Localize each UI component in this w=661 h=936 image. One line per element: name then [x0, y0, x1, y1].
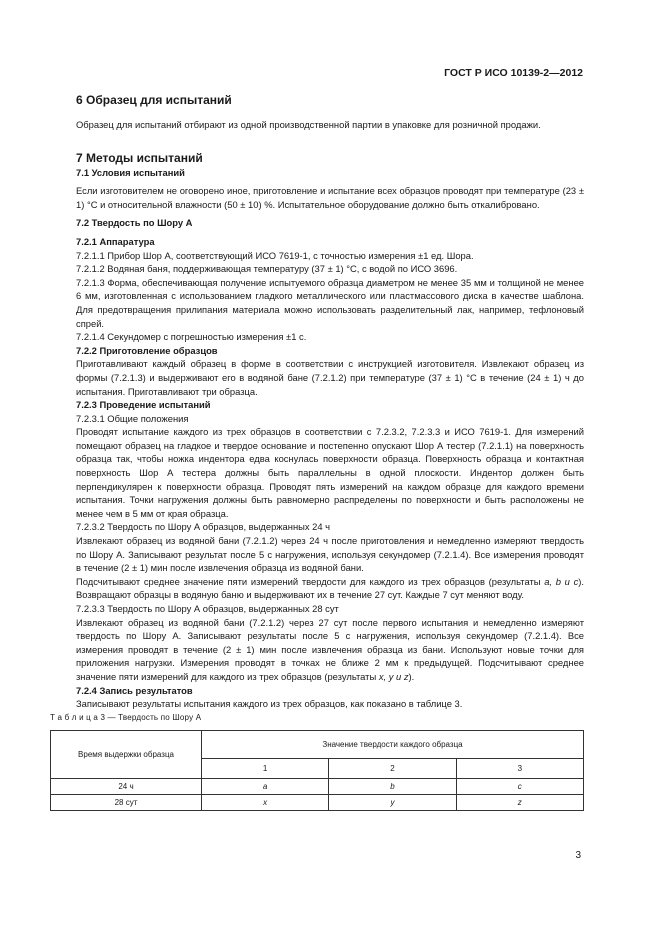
section-6-text: Образец для испытаний отбирают из одной производственной партии в упаковке для розничной продажи. [76, 119, 541, 130]
section-7-2-3-2-text: Извлекают образец из водяной бани (7.2.1.2) через 24 ч после приготовления и немедленно измеряют твердость по Шору А. Записывают результат после 5 с нагружения, используя секундомер (7.2.1.4). Все измерения проводят в течение (2 ± 1) мин после извлечения образца из водяной бани. [76, 535, 584, 574]
section-7-1-title: 7.1 Условия испытаний [76, 166, 185, 178]
hardness-table [50, 730, 584, 811]
section-7-2-3-3: 7.2.3.3 Твердость по Шору А образцов, выдержанных 28 сут [76, 603, 339, 614]
section-7-2-1-4: 7.2.1.4 Секундомер с погрешностью измерения ±1 с. [76, 331, 307, 343]
table-row [51, 779, 584, 795]
standard-header: ГОСТ Р ИСО 10139-2—2012 [444, 67, 583, 79]
section-7-2-4-text: Записывают результаты испытания каждого из трех образцов, как показано в таблице 3. [76, 698, 463, 710]
section-7-2-3-1-text: Проводят испытание каждого из трех образцов в соответствии с 7.2.3.2, 7.2.3.3 и ИСО 7619-1. Для измерений помещают образец на гладкое и твердое основание и постепенно опускают Шор А тестер (7.2.1.1) на поверхность образца так, чтобы ножка индентора едва коснулась поверхности образца. Поверхность образца и контактная поверхность Шор А тестера должны быть параллельны в одной плоскости. Индентор должен быть перпендикулярен к поверхности образца. Проводят пять измерений на каждом образце для каждого времени испытания. Точки нагружения должны быть равномерно распределены по поверхности и быть расположены не менее чем в 5 мм от края образца. [76, 426, 584, 519]
section-7-2-1-2: 7.2.1.2 Водяная баня, поддерживающая температуру (37 ± 1) °С, с водой по ИСО 3696. [76, 263, 458, 275]
text3-end: ). [408, 670, 415, 682]
row-time: 24 ч [51, 779, 202, 795]
table-caption: Т а б л и ц а 3 — Твердость по Шору А [50, 712, 202, 722]
cell-value: c [456, 779, 583, 795]
col-group-header: Значение твердости каждого образца [202, 731, 584, 759]
cell-value: z [456, 795, 583, 811]
section-7-title: 7 Методы испытаний [76, 150, 203, 165]
section-7-2-1-title: 7.2.1 Аппаратура [76, 235, 155, 247]
section-7-1-text: Если изготовителем не оговорено иное, приготовление и испытание всех образцов проводят при температуре (23 ± 1) °С и относительной влажности (50 ± 10) %. Испытательное оборудование должно быть откалибровано. [76, 185, 584, 210]
section-7-2-3-3-text [76, 616, 584, 684]
cell-value: b [329, 779, 456, 795]
row-time: 28 сут [51, 795, 202, 811]
results-xyz: x, y и z [378, 670, 409, 682]
cell-value: y [329, 795, 456, 811]
section-7-2-4-title: 7.2.4 Запись результатов [76, 684, 193, 696]
table-row [51, 795, 584, 811]
text2-part-b: ). Возвращают образцы в водяную баню и выдерживают их в течение 27 сут. Каждые 7 сут меняют воду. [76, 575, 584, 601]
section-7-2-title: 7.2 Твердость по Шору А [76, 217, 193, 229]
section-7-2-2-text: Приготавливают каждый образец в форме в соответствии с инструкцией изготовителя. Извлекают образец из формы (7.2.1.3) и выдерживают его в водяной бане (7.2.1.2) при температуре (37 ± 1) °С в течение (24 ± 1) ч до испытания. Приготавливают три образца. [76, 358, 584, 397]
results-abc: a, b и c [544, 575, 579, 587]
cell-value: a [202, 779, 329, 795]
section-7-2-3-title: 7.2.3 Проведение испытаний [76, 399, 211, 411]
section-6-title: 6 Образец для испытаний [76, 93, 232, 107]
text2-part-a: Подсчитывают среднее значение пяти измерений твердости для каждого из трех образцов (результаты [76, 575, 545, 587]
text3-main: Извлекают образец из водяной бани (7.2.1.2) через 27 сут после первого испытания и немедленно измеряют твердость по Шору А. Записывают результаты после 5 с нагружения, используя секундомер (7.2.1.4). Все измерения проводят в течение (2 ± 1) мин после извлечения образца из бани. Используют новые точки для приложения нагрузки. Измерения проводят в точках не ближе 2 мм к предыдущей. Подсчитывают среднее значение пяти измерений для каждого из трех образцов (результаты [76, 616, 584, 682]
col-header-3: 3 [456, 759, 583, 779]
section-7-2-3-2: 7.2.3.2 Твердость по Шору А образцов, выдержанных 24 ч [76, 521, 331, 533]
section-7-2-1-1: 7.2.1.1 Прибор Шор А, соответствующий ИСО 7619-1, с точностью измерения ±1 ед. Шора. [76, 249, 474, 261]
col-header-1: 1 [202, 759, 329, 779]
document-body [50, 92, 584, 811]
col-time-header: Время выдержки образца [51, 731, 202, 779]
section-7-2-3-1: 7.2.3.1 Общие положения [76, 412, 189, 424]
page-number: 3 [575, 850, 581, 861]
section-7-2-1-3: 7.2.1.3 Форма, обеспечивающая получение испытуемого образца диаметром не менее 35 мм и толщиной не менее 6 мм, изготовленная с использованием гладкого металлического или пластмассового диска в качестве шаблона. Для предотвращения прилипания материала можно использовать разделительный лак, например, тефлоновый спрей. [76, 276, 584, 329]
cell-value: x [202, 795, 329, 811]
section-7-2-3-2-text2 [76, 575, 584, 602]
section-7-2-2-title: 7.2.2 Приготовление образцов [76, 344, 218, 356]
col-header-2: 2 [329, 759, 456, 779]
